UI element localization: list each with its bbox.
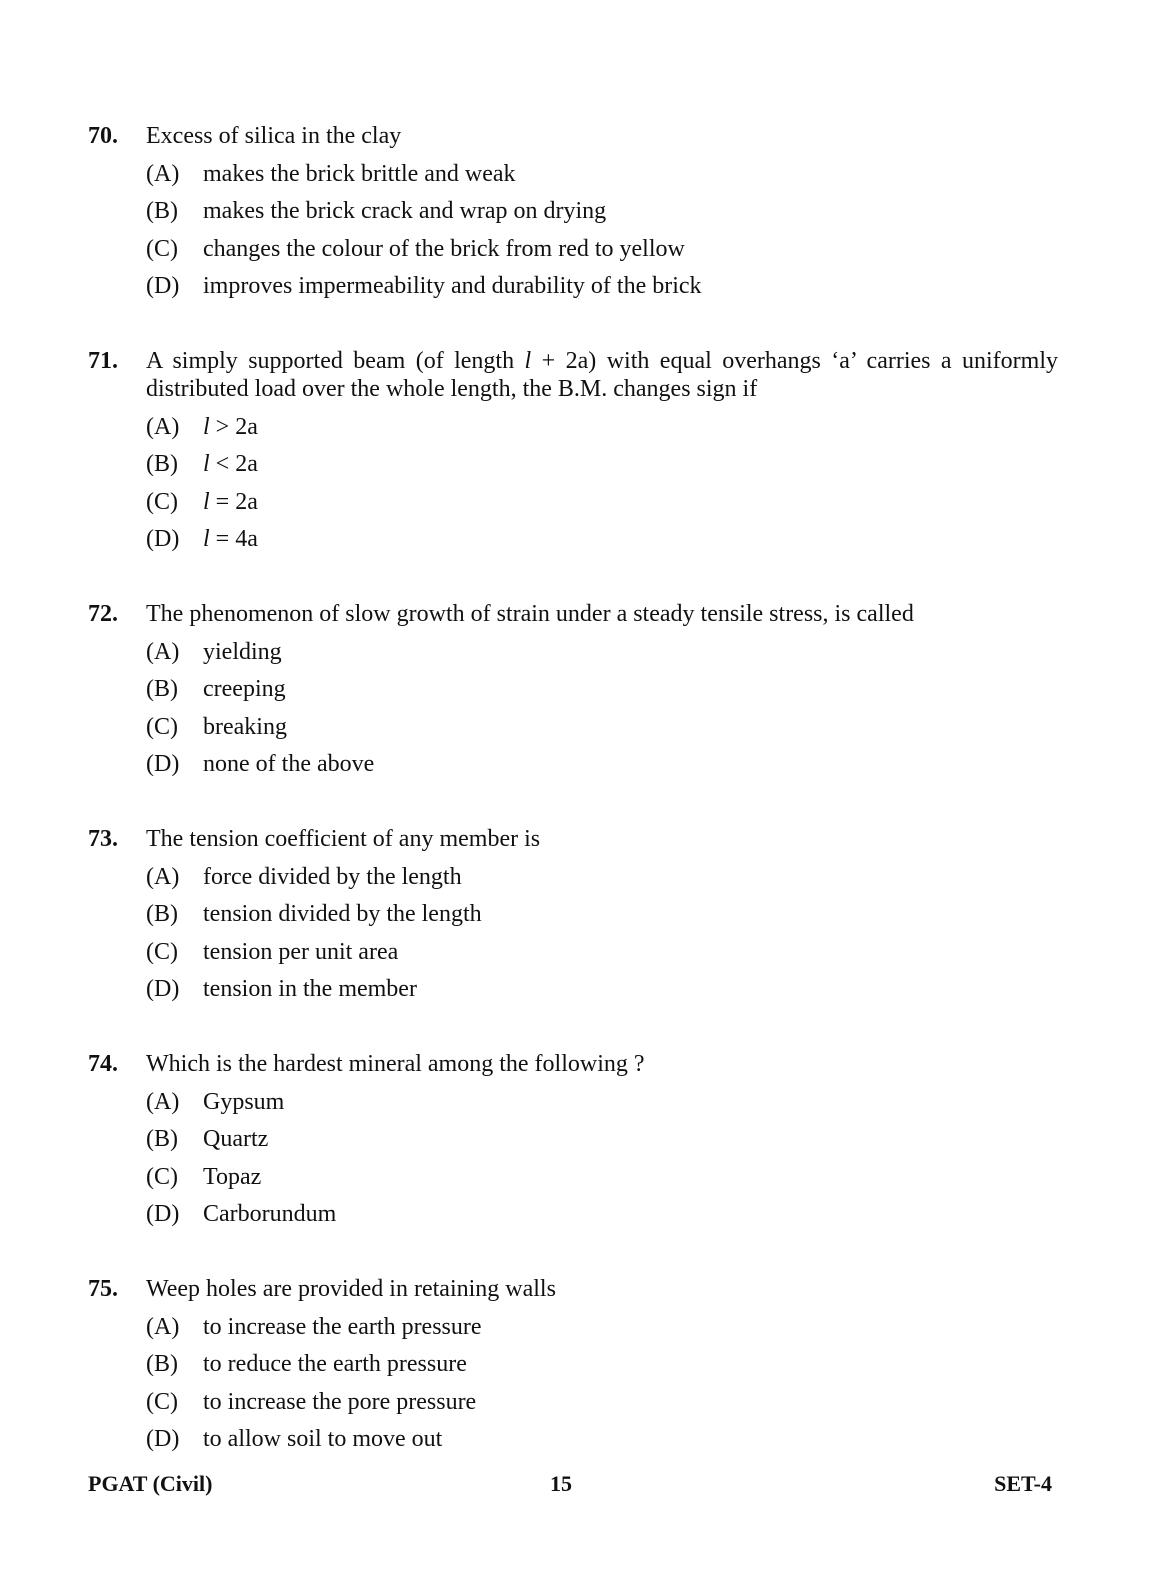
option-c <box>88 713 1058 741</box>
question-number: 70. <box>88 123 118 149</box>
option-text: to reduce the earth pressure <box>203 1351 467 1377</box>
option-text: changes the colour of the brick from red to yellow <box>203 235 685 262</box>
option-a <box>88 638 1058 666</box>
option-letter: (A) <box>146 863 180 890</box>
length-variable: l <box>203 451 210 477</box>
question-71 <box>88 347 1058 553</box>
option-text: improves impermeability and durability of the brick <box>203 273 702 299</box>
option-letter: (B) <box>146 198 178 224</box>
option-text: Gypsum <box>203 1088 285 1115</box>
option-letter: (C) <box>146 713 178 740</box>
option-text <box>203 450 1058 478</box>
option-letter: (B) <box>146 901 178 927</box>
option-d <box>88 525 1058 553</box>
length-variable: l <box>203 488 210 515</box>
question-70 <box>88 122 1058 300</box>
option-c <box>88 488 1058 516</box>
option-letter: (A) <box>146 638 180 665</box>
option-a <box>88 1088 1058 1116</box>
option-text: creeping <box>203 676 286 702</box>
option-d <box>88 272 1058 300</box>
set-label: SET-4 <box>994 1471 1052 1496</box>
option-text: tension in the member <box>203 976 417 1002</box>
option-text <box>203 525 1058 553</box>
option-text: Topaz <box>203 1163 262 1190</box>
option-expression: < 2a <box>209 451 258 477</box>
option-a <box>88 160 1058 188</box>
option-text: Carborundum <box>203 1201 337 1227</box>
option-letter: (D) <box>146 976 180 1002</box>
option-text: none of the above <box>203 751 375 777</box>
option-c <box>88 235 1058 263</box>
option-text: breaking <box>203 713 287 740</box>
question-73 <box>88 825 1058 1003</box>
option-letter: (C) <box>146 1388 178 1415</box>
option-letter: (D) <box>146 526 180 552</box>
option-d <box>88 1425 1058 1453</box>
option-letter: (C) <box>146 1163 178 1190</box>
question-text: Excess of silica in the clay <box>146 123 402 149</box>
option-b <box>88 1350 1058 1378</box>
option-letter: (A) <box>146 160 180 187</box>
option-b <box>88 450 1058 478</box>
option-letter: (D) <box>146 1426 180 1452</box>
question-number: 71. <box>88 348 118 374</box>
option-text: makes the brick brittle and weak <box>203 160 516 187</box>
option-text: to allow soil to move out <box>203 1426 443 1452</box>
option-a <box>88 1313 1058 1341</box>
option-text: to increase the pore pressure <box>203 1388 477 1415</box>
option-letter: (B) <box>146 676 178 702</box>
option-text: makes the brick crack and wrap on drying <box>203 198 607 224</box>
question-text-part: A simply supported beam (of length <box>146 348 525 374</box>
question-number: 72. <box>88 601 118 627</box>
option-letter: (A) <box>146 1088 180 1115</box>
option-expression: = 2a <box>209 488 258 515</box>
length-variable: l <box>203 413 210 440</box>
option-letter: (D) <box>146 751 180 777</box>
question-text: The phenomenon of slow growth of strain under a steady tensile stress, is called <box>146 601 914 627</box>
option-letter: (A) <box>146 1313 180 1340</box>
question-text: The tension coefficient of any member is <box>146 826 541 852</box>
option-c <box>88 1163 1058 1191</box>
option-b <box>88 1125 1058 1153</box>
option-letter: (B) <box>146 1126 178 1152</box>
question-number: 74. <box>88 1051 118 1077</box>
option-letter: (B) <box>146 1351 178 1377</box>
option-text: tension divided by the length <box>203 901 482 927</box>
option-letter: (A) <box>146 413 180 440</box>
option-b <box>88 675 1058 703</box>
option-b <box>88 197 1058 225</box>
option-c <box>88 1388 1058 1416</box>
question-72 <box>88 600 1058 778</box>
question-number: 73. <box>88 826 118 852</box>
question-text: Weep holes are provided in retaining walls <box>146 1276 556 1302</box>
option-a <box>88 863 1058 891</box>
page-footer <box>88 1471 1052 1499</box>
option-letter: (C) <box>146 488 178 515</box>
option-letter: (C) <box>146 235 178 262</box>
option-c <box>88 938 1058 966</box>
option-text: force divided by the length <box>203 863 462 890</box>
option-text: to increase the earth pressure <box>203 1313 482 1340</box>
option-text: Quartz <box>203 1126 269 1152</box>
question-74 <box>88 1050 1058 1228</box>
option-expression: > 2a <box>209 413 258 440</box>
option-b <box>88 900 1058 928</box>
option-text: tension per unit area <box>203 938 399 965</box>
exam-title: PGAT (Civil) <box>88 1471 213 1496</box>
option-text <box>203 488 1058 516</box>
option-a <box>88 413 1058 441</box>
option-d <box>88 750 1058 778</box>
length-variable: l <box>524 348 532 374</box>
option-expression: = 4a <box>209 526 258 552</box>
question-75 <box>88 1275 1058 1453</box>
option-text: yielding <box>203 638 282 665</box>
option-text <box>203 413 1058 441</box>
question-text: Which is the hardest mineral among the following ? <box>146 1051 645 1077</box>
option-d <box>88 975 1058 1003</box>
page-number: 15 <box>550 1471 572 1496</box>
option-letter: (D) <box>146 1201 180 1227</box>
length-variable: l <box>203 526 210 552</box>
option-letter: (C) <box>146 938 178 965</box>
question-text-part: + 2a) with equal overhangs ‘a’ carries a uniformly distributed load over the whole length, the B.M. changes sign if <box>146 348 1059 402</box>
option-d <box>88 1200 1058 1228</box>
question-number: 75. <box>88 1276 118 1302</box>
question-text <box>146 347 1058 403</box>
option-letter: (B) <box>146 451 178 477</box>
option-letter: (D) <box>146 273 180 299</box>
